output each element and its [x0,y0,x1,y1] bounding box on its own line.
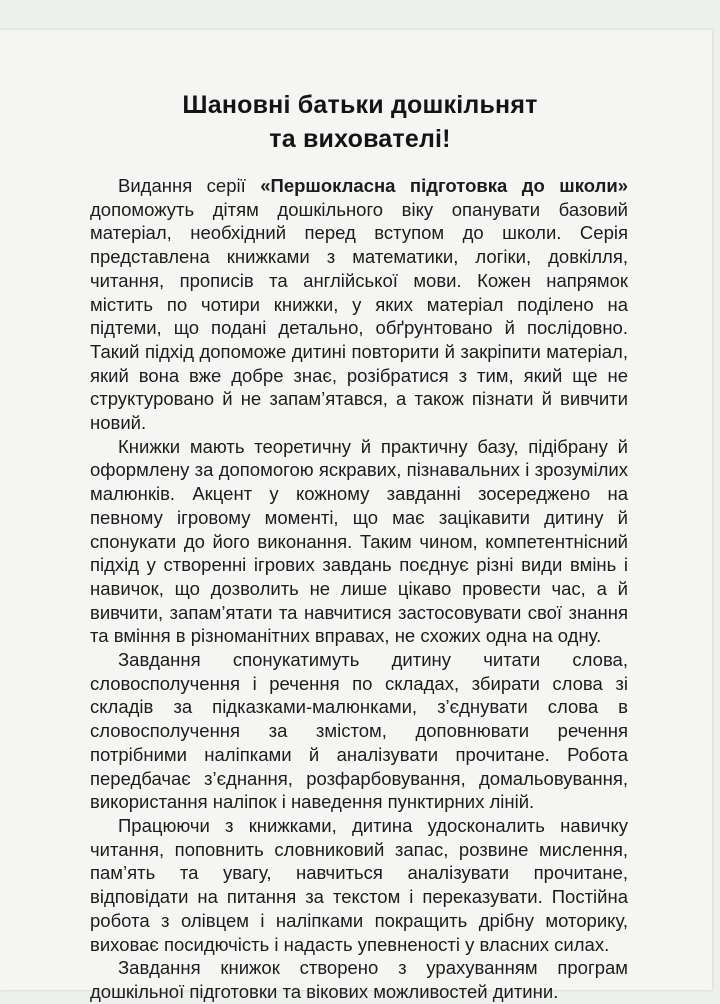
paragraph-intro-start: Видання серії [118,175,261,196]
paragraph: Книжки мають теоретичну й практичну базу, підібрану й оформлену за допомогою яскравих, пізнавальних і зрозумілих малюнків. Акцент у кожному завданні зосереджено на певному ігровому моменті, що має зацікавити дитину й спонукати до його виконання. Таким чином, компетентнісний підхід у створенні ігрових завдань поєднує різні види вмінь і навичок, що дозволить не лише цікаво провести час, а й вивчити, запам’ятати та навчитися застосовувати свої знання та вміння в різноманітних вправах, не схожих одна на одну. [90,435,628,647]
paragraph: Працюючи з книжками, дитина удосконалить навичку читання, поповнить словниковий запас, розвине мислення, пам’ять та увагу, навчиться аналізувати прочитане, відповідати на питання за текстом і переказувати. Постійна робота з олівцем і наліпками покращить дрібну моторику, виховає посидючість і надасть упевненості у власних силах. [90,814,628,955]
series-name: «Першокласна підготовка до школи» [260,175,628,196]
paragraph-intro [90,174,628,435]
title-line-1: Шановні батьки дошкільнят [182,91,538,119]
paragraph: Завдання книжок створено з урахуванням програм дошкільної підготовки та вікових можливостей дитини. [90,957,628,1002]
page-title [0,88,720,156]
paragraph: Завдання спонукатимуть дитину читати слова, словосполучення і речення по складах, збирати слова зі складів за підказками-малюнками, з’єднувати слова в словосполучення за змістом, доповнювати речення потрібними наліпками й аналізувати прочитане. Робота передбачає з’єднання, розфарбовування, домальовування, використання наліпок і наведення пунктирних ліній. [90,649,628,813]
title-line-2: та вихователі! [269,125,451,153]
paragraph-intro-rest: допоможуть дітям дошкільного віку опанувати базовий матеріал, необхідний перед вступом до школи. Серія представлена книжками з математики, логіки, довкілля, читання, прописів та англійської мови. Кожен напрямок містить по чотири книжки, у яких матеріал поділено на підтеми, що подані детально, обґрунтовано й послідовно. Такий підхід допоможе дитині повторити й закріпити матеріал, який вона вже добре знає, розібратися з тим, який ще не структуровано й не запам’ятався, а також пізнати й вивчити новий. [90,198,628,434]
body-text [90,174,628,1004]
